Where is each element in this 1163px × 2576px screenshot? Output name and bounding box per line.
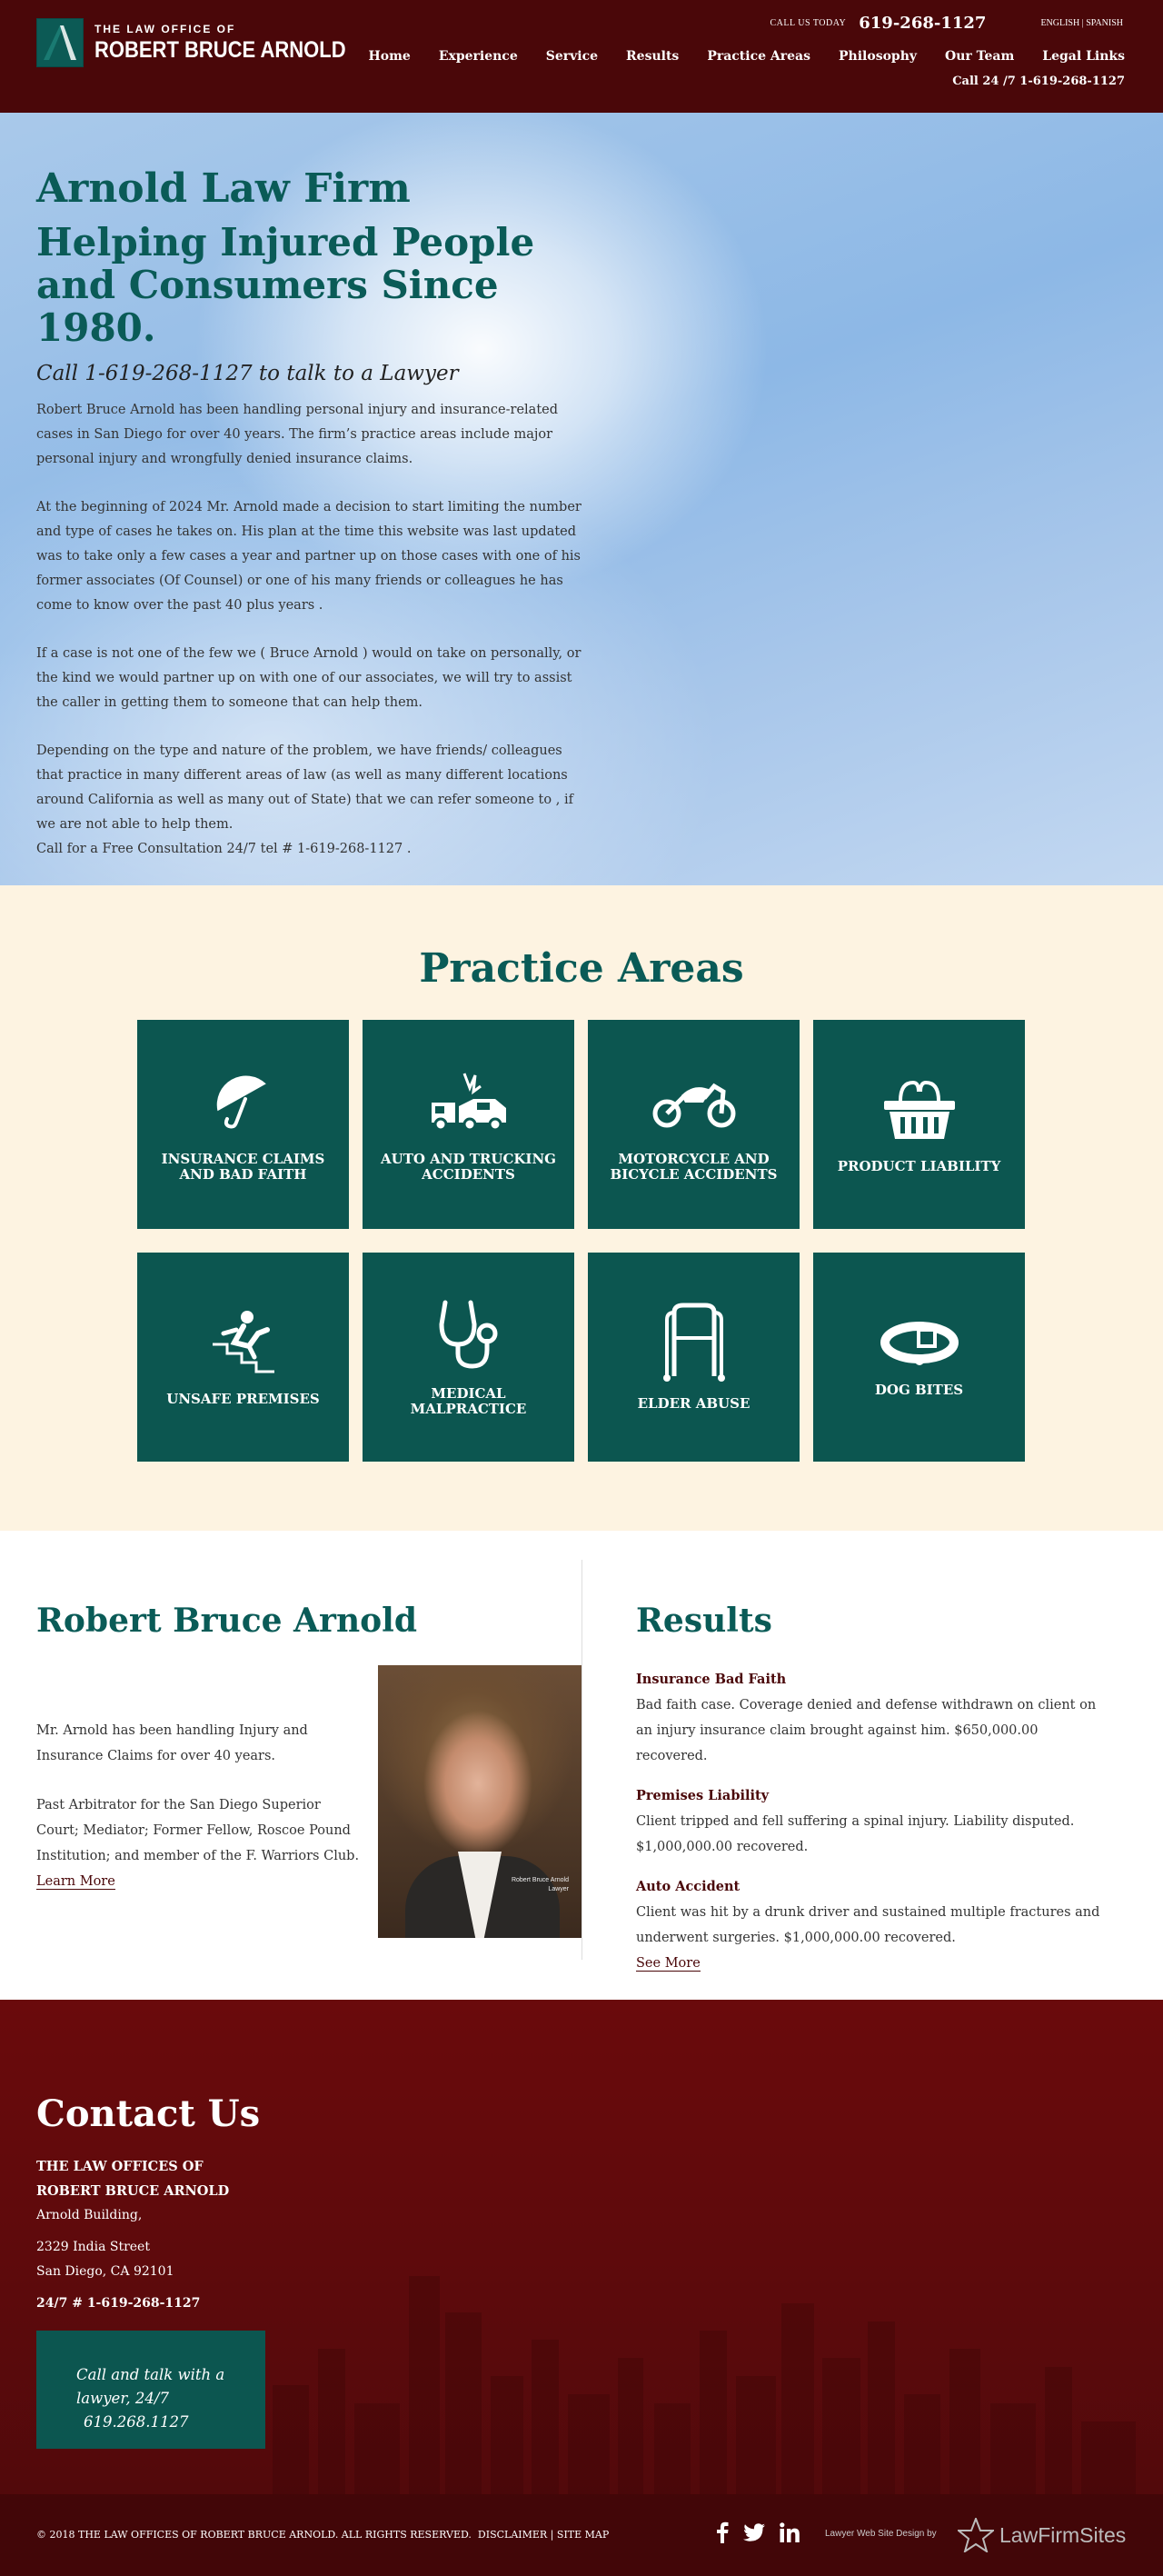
portrait-caption-name: Robert Bruce Arnold — [511, 1877, 569, 1883]
result-heading: Premises Liability — [636, 1788, 770, 1803]
social-links — [716, 2521, 814, 2543]
hero-section — [0, 113, 1163, 885]
hero-paragraph-4-text: Depending on the type and nature of the problem, we have friends/ colleagues that practice in many different areas of law (as well as many different locations around California as well as many out of State) that we can refer someone to , if we are not able to help them. — [36, 744, 573, 833]
practice-card-motorcycle[interactable] — [588, 1020, 800, 1229]
hero-free-consultation: Call for a Free Consultation 24/7 tel # 1-619-268-1127 . — [36, 842, 412, 857]
logo-mark-icon — [36, 18, 84, 67]
linkedin-icon[interactable] — [780, 2522, 800, 2542]
motorcycle-icon — [651, 1066, 738, 1139]
results-list — [636, 1667, 1108, 1976]
practice-card-label: AUTO AND TRUCKING ACCIDENTS — [381, 1150, 556, 1183]
result-text: Bad faith case. Coverage denied and defense withdrawn on client on an injury insurance claim brought against him. $650,000.00 recovered. — [636, 1698, 1097, 1763]
practice-areas-title: Practice Areas — [419, 945, 744, 992]
copyright-text: © 2018 THE LAW OFFICES OF ROBERT BRUCE ARNOLD. ALL RIGHTS RESERVED. — [36, 2529, 472, 2541]
site-map-link[interactable]: SITE MAP — [556, 2529, 610, 2541]
practice-card-elder-abuse[interactable] — [588, 1253, 800, 1462]
practice-card-dog-bites[interactable] — [813, 1253, 1025, 1462]
nav-call-24-7[interactable]: Call 24 /7 1-619-268-1127 — [952, 75, 1125, 88]
result-text: Client tripped and fell suffering a spinal injury. Liability disputed. $1,000,000.00 recovered. — [636, 1814, 1075, 1854]
practice-card-label: MEDICAL MALPRACTICE — [410, 1384, 527, 1417]
lawfirmsites-brand: LawFirmSites — [999, 2522, 1127, 2547]
practice-card-auto[interactable] — [363, 1020, 574, 1229]
about-title: Robert Bruce Arnold — [36, 1602, 417, 1640]
dog-collar-icon — [879, 1315, 960, 1370]
cta-line-1: Call and talk with a — [76, 2366, 225, 2383]
practice-card-label: UNSAFE PREMISES — [166, 1391, 320, 1408]
practice-card-label: ELDER ABUSE — [637, 1395, 750, 1413]
star-icon — [958, 2518, 994, 2552]
car-crash-icon — [428, 1066, 510, 1139]
call-label: CALL US TODAY — [770, 18, 847, 28]
nav-home[interactable]: Home — [368, 49, 411, 64]
about-text — [36, 1718, 363, 1894]
site-footer — [0, 2494, 1163, 2576]
logo-small-text: THE LAW OFFICE OF — [94, 22, 236, 35]
result-text: Client was hit by a drunk driver and sustained multiple fractures and underwent surgeries. $1,000,000.00 recovered. — [636, 1905, 1100, 1945]
practice-card-medical[interactable] — [363, 1253, 574, 1462]
stethoscope-icon — [432, 1297, 505, 1373]
practice-card-product[interactable] — [813, 1020, 1025, 1229]
twitter-icon[interactable] — [743, 2523, 765, 2541]
call-phone[interactable]: 619-268-1127 — [859, 14, 987, 33]
footer-separator: | — [547, 2529, 557, 2541]
practice-card-premises[interactable] — [137, 1253, 349, 1462]
nav-philosophy[interactable]: Philosophy — [839, 49, 918, 64]
disclaimer-link[interactable]: DISCLAIMER — [477, 2529, 548, 2541]
hero-title: Arnold Law Firm — [36, 165, 411, 212]
walker-icon — [658, 1302, 731, 1383]
nav-legal-links[interactable]: Legal Links — [1042, 49, 1125, 64]
practice-card-label: DOG BITES — [874, 1382, 964, 1399]
design-credit: Lawyer Web Site Design by — [825, 2529, 937, 2539]
call-lawyer-cta[interactable] — [36, 2331, 265, 2449]
nav-experience[interactable]: Experience — [438, 49, 518, 64]
umbrella-icon — [207, 1066, 280, 1139]
practice-areas-grid — [137, 1020, 1026, 1462]
see-more-link[interactable]: See More — [636, 1956, 701, 1971]
about-paragraph-1: Mr. Arnold has been handling Injury and Insurance Claims for over 40 years. — [36, 1723, 308, 1763]
result-item — [636, 1667, 1108, 1769]
practice-card-label: INSURANCE CLAIMS AND BAD FAITH — [161, 1150, 325, 1183]
result-heading: Insurance Bad Faith — [636, 1672, 787, 1687]
contact-section — [0, 2000, 1163, 2494]
top-bar — [770, 14, 1124, 33]
practice-card-label: MOTORCYCLE AND BICYCLE ACCIDENTS — [610, 1150, 778, 1183]
language-switch — [1040, 18, 1123, 28]
facebook-icon[interactable] — [716, 2521, 729, 2543]
practice-areas-section — [0, 885, 1163, 1531]
logo-big-text: ROBERT BRUCE ARNOLD — [94, 36, 346, 63]
lawfirmsites-logo[interactable] — [958, 2518, 1126, 2552]
hero-paragraph-2: At the beginning of 2024 Mr. Arnold made a decision to start limiting the number and type of cases he takes on. His plan at the time this website was last updated was to take only a few cases a year and partner up on those cases with one of his former associates (Of Counsel) or one of his many friends or colleagues he has come to know over the past 40 plus years . — [36, 500, 582, 614]
main-nav — [341, 49, 1125, 64]
firm-name-line-1: THE LAW OFFICES OF — [36, 2159, 204, 2174]
cta-phone: 619.268.1127 — [84, 2413, 189, 2431]
cta-line-2: lawyer, 24/7 — [76, 2390, 169, 2407]
result-heading: Auto Accident — [636, 1879, 741, 1894]
hotline-number[interactable]: 24/7 # 1-619-268-1127 — [36, 2296, 201, 2311]
nav-our-team[interactable]: Our Team — [945, 49, 1015, 64]
results-title: Results — [636, 1602, 772, 1640]
practice-card-label: PRODUCT LIABILITY — [837, 1158, 1001, 1175]
basket-icon — [879, 1073, 960, 1146]
hero-paragraph-4 — [36, 739, 582, 862]
footer-copyright — [36, 2529, 609, 2541]
site-header — [0, 0, 1163, 113]
portrait-caption — [512, 1876, 569, 1894]
contact-title: Contact Us — [36, 2092, 261, 2135]
city-address: San Diego, CA 92101 — [36, 2264, 174, 2279]
nav-service[interactable]: Service — [545, 49, 599, 64]
site-logo[interactable] — [36, 18, 380, 67]
hero-paragraph-1: Robert Bruce Arnold has been handling personal injury and insurance-related cases in San Diego for over 40 years. The firm’s practice areas include major personal injury and wrongfully denied insurance claims. — [36, 403, 559, 467]
lang-english[interactable]: ENGLISH — [1040, 18, 1080, 28]
about-paragraph-2-text: Past Arbitrator for the San Diego Superior Court; Mediator; Former Fellow, Roscoe Pound Institution; and member of the F. Warriors Club. — [36, 1798, 360, 1863]
attorney-portrait — [378, 1665, 582, 1938]
hero-subtitle: Helping Injured People and Consumers Since 1980. — [36, 220, 535, 351]
result-item — [636, 1783, 1108, 1860]
fall-stairs-icon — [207, 1306, 280, 1379]
contact-address-block — [36, 2154, 229, 2316]
learn-more-link[interactable]: Learn More — [36, 1874, 115, 1889]
hero-paragraph-3: If a case is not one of the few we ( Bruce Arnold ) would on take on personally, or the kind we would partner up on with one of our associates, we will try to assist the caller in getting them to someone that can help them. — [36, 646, 582, 711]
nav-practice-areas[interactable]: Practice Areas — [707, 49, 811, 64]
about-paragraph-2 — [36, 1792, 363, 1894]
result-item — [636, 1874, 1108, 1976]
lang-separator: | — [1079, 18, 1087, 28]
street-address: 2329 India Street — [36, 2240, 150, 2254]
firm-name-line-2: ROBERT BRUCE ARNOLD — [36, 2183, 230, 2199]
practice-card-insurance[interactable] — [137, 1020, 349, 1229]
portrait-caption-role: Lawyer — [548, 1886, 569, 1892]
nav-results[interactable]: Results — [626, 49, 680, 64]
hero-call-line: Call 1-619-268-1127 to talk to a Lawyer — [36, 362, 459, 386]
building-name: Arnold Building, — [36, 2208, 143, 2222]
lang-spanish[interactable]: SPANISH — [1086, 18, 1123, 28]
about-results-section — [0, 1531, 1163, 2000]
